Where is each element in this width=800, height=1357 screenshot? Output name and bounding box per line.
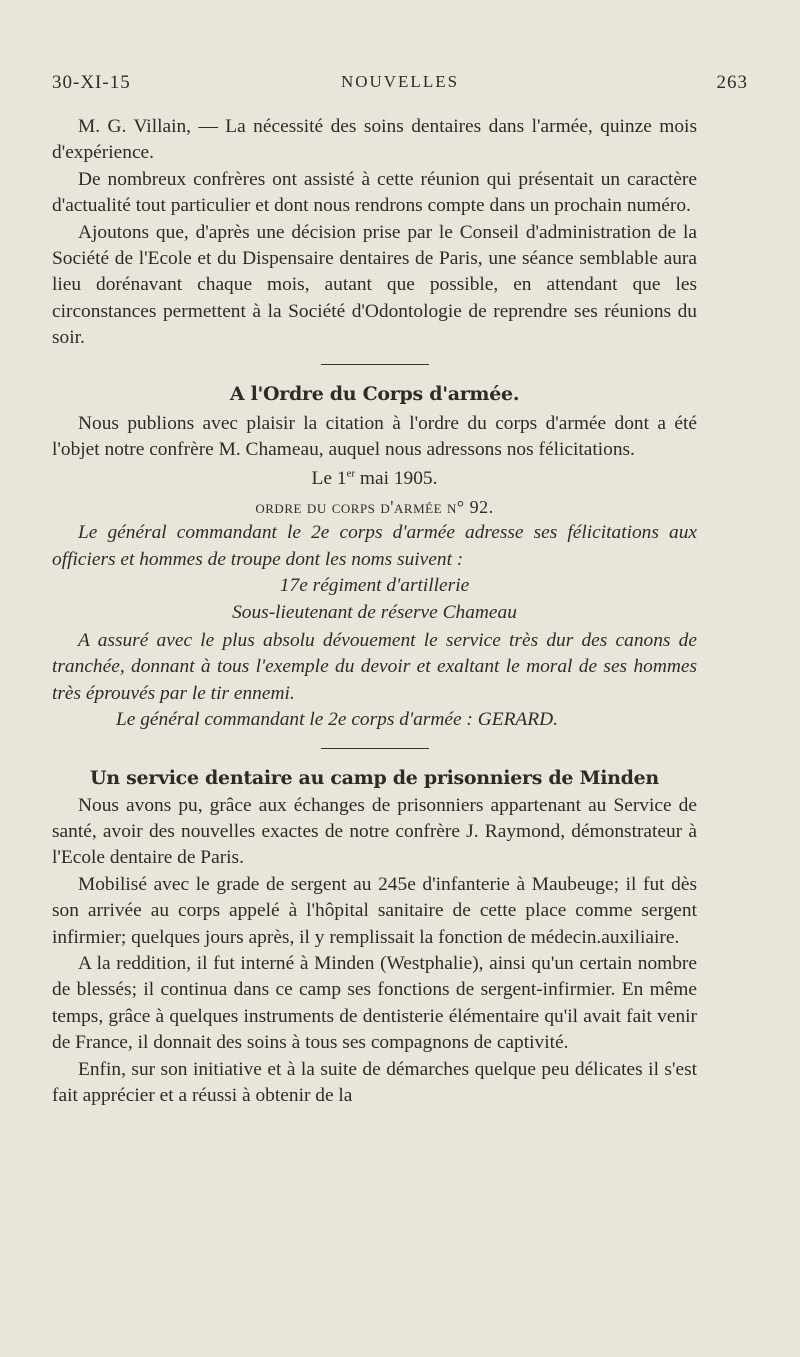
officer-rank-name: Sous-lieutenant de réserve Chameau [232,601,517,623]
paragraph-enfin: Enfin, sur son initiative et à la suite de démarches quelque peu délicates il s'est fait apprécier et a réussi à obtenir de la [52,1058,697,1106]
paragraph-raymond: Nous avons pu, grâce aux échanges de prisonniers appartenant au Service de santé, avoir des nouvelles exactes de notre confrère J. Raymond, démonstrateur à l'Ecole dentaire de Paris. [52,794,697,869]
paragraph-villain: M. G. Villain, — La nécessité des soins dentaires dans l'armée, quinze mois d'expérience. [52,116,697,164]
section-divider [321,748,429,749]
page-number: 263 [716,72,748,93]
header-section: NOUVELLES [340,72,460,91]
citation-text: A assuré avec le plus absolu dévouement le service très dur des canons de tranchée, donnant à tous l'exemple du devoir et exaltant le moral de ses hommes très éprouvés par le tir ennemi. [52,629,697,704]
citation-date: Le 1er mai 1905. [311,468,438,490]
running-header [52,72,748,102]
paragraph-ajoutons: Ajoutons que, d'après une décision prise par le Conseil d'administration de la Société de l'Ecole et du Dispensaire dentaires de Paris, une séance semblable aura lieu dorénavant chaque mois, autant que possible, en attendant que les circonstances permettent à la Société d'Odontologie de reprendre ses réunions du soir. [52,221,697,349]
paragraph-reunion: De nombreux confrères ont assisté à cette réunion qui présentait un caractère d'actualité tout particulier et dont nous rendrons compte dans un prochain numéro. [52,168,697,217]
section-divider [321,364,429,365]
citation-announcement: Le général commandant le 2e corps d'armée adresse ses félicitations aux officiers et hommes de troupe dont les noms suivent : [52,522,697,570]
regiment-name: 17e régiment d'artillerie [279,575,470,597]
citation-signature: Le général commandant le 2e corps d'armée : GERARD. [116,709,558,731]
paragraph-mobilise: Mobilisé avec le grade de sergent au 245e d'infanterie à Maubeuge; il fut dès son arrivée au corps appelé à l'hôpital sanitaire de cette place comme sergent infirmier; quelques jours après, il y remplissait la fonction de médecin.auxiliaire. [52,873,697,948]
ordre-number: ordre du corps d'armée n° 92. [255,496,494,517]
page-body [52,114,697,1109]
section-title-ordre: A l'Ordre du Corps d'armée. [229,382,520,405]
paragraph-citation-intro: Nous publions avec plaisir la citation à l'ordre du corps d'armée dont a été l'objet notre confrère M. Chameau, auquel nous adressons nos félicitations. [52,412,697,461]
paragraph-reddition: A la reddition, il fut interné à Minden (Westphalie), ainsi qu'un certain nombre de blessés; il continua dans ce camp ses fonctions de sergent-infirmier. En même temps, grâce à quelques instruments de dentisterie élémentaire qu'il avait fait venir de France, il donnait des soins à tous ses compagnons de captivité. [52,952,697,1054]
section-title-minden: Un service dentaire au camp de prisonniers de Minden [90,766,659,789]
header-date: 30-XI-15 [52,72,131,93]
